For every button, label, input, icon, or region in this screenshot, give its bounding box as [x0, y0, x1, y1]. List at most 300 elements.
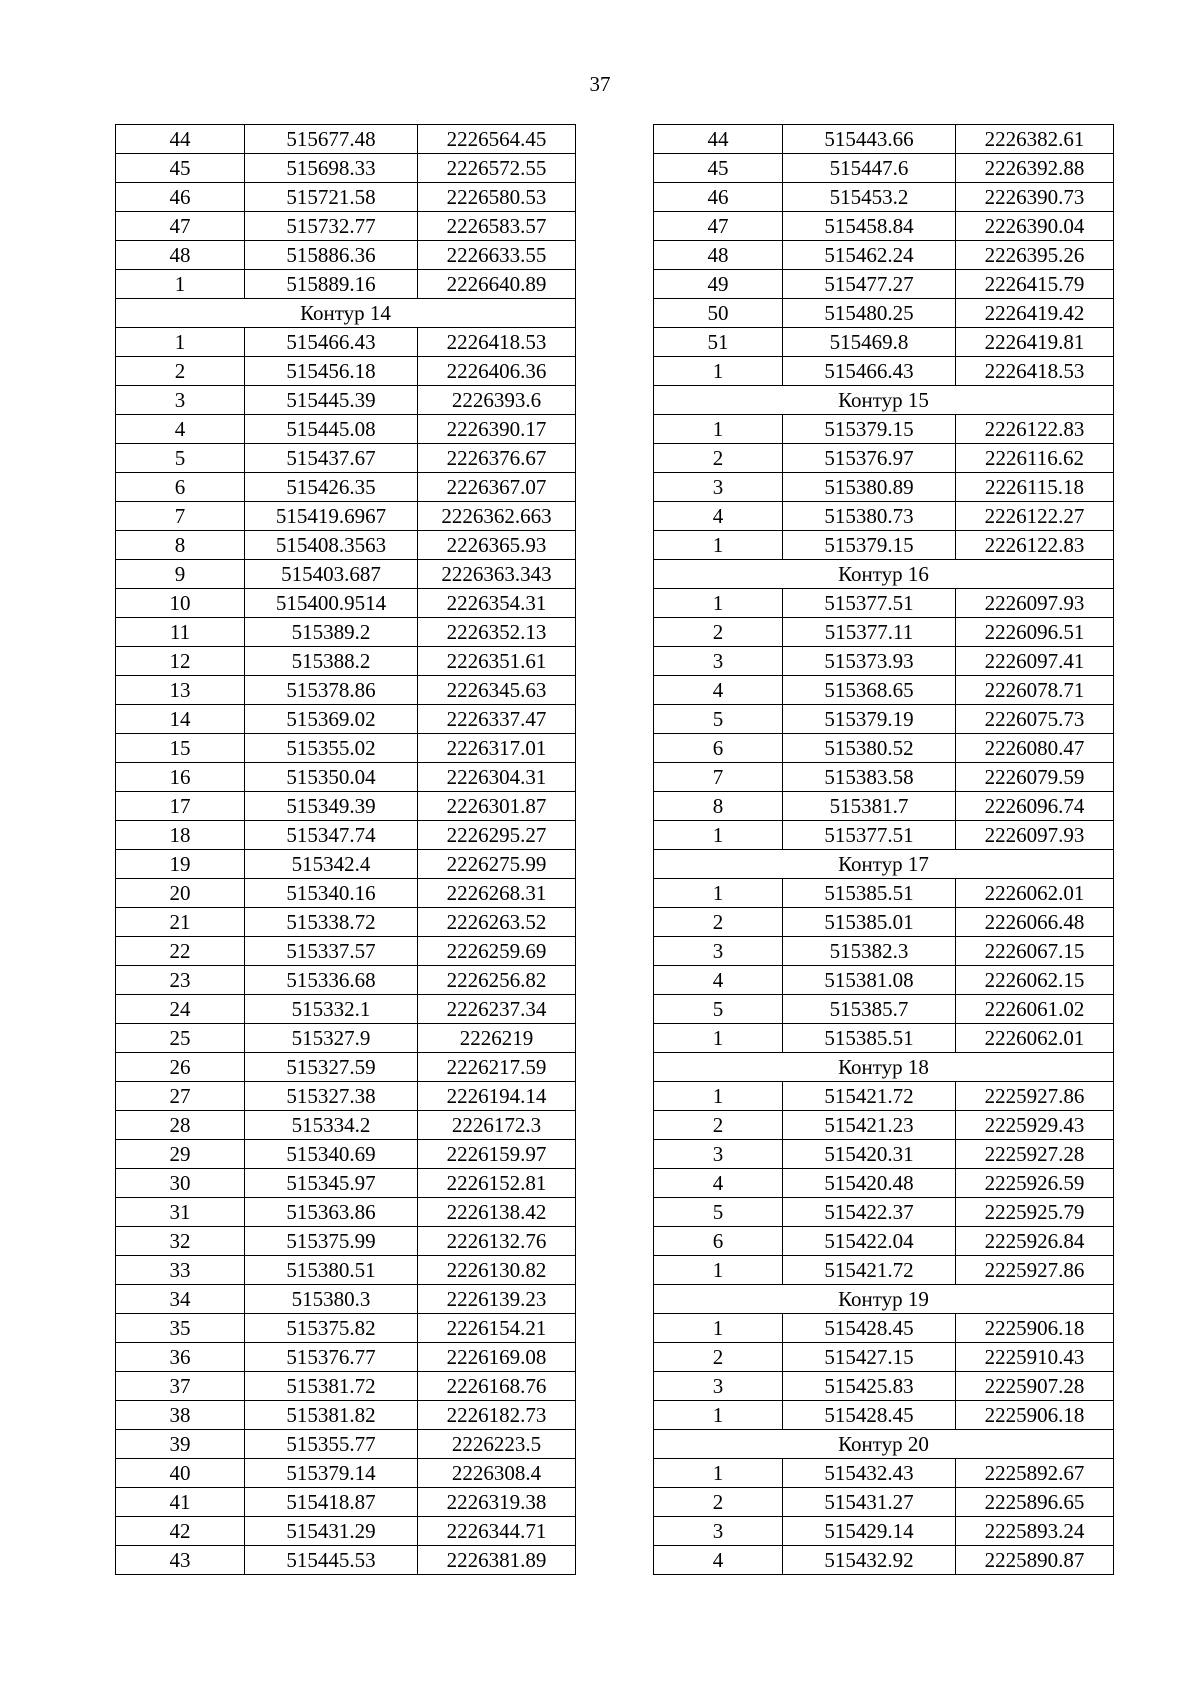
point-number-cell: 36 [116, 1343, 245, 1372]
x-coordinate-cell: 515408.3563 [245, 531, 418, 560]
x-coordinate-cell: 515369.02 [245, 705, 418, 734]
point-number-cell: 26 [116, 1053, 245, 1082]
y-coordinate-cell: 2226419.42 [956, 299, 1114, 328]
x-coordinate-cell: 515373.93 [783, 647, 956, 676]
page-number: 37 [589, 72, 611, 96]
point-number-cell: 4 [654, 1169, 783, 1198]
table-row [654, 473, 1114, 502]
table-row [116, 821, 576, 850]
point-number-cell: 13 [116, 676, 245, 705]
x-coordinate-cell: 515368.65 [783, 676, 956, 705]
y-coordinate-cell: 2225896.65 [956, 1488, 1114, 1517]
table-row [116, 1459, 576, 1488]
table-row [654, 1546, 1114, 1575]
point-number-cell: 39 [116, 1430, 245, 1459]
y-coordinate-cell: 2226122.83 [956, 531, 1114, 560]
table-row [654, 241, 1114, 270]
coordinates-table-left [115, 124, 576, 1575]
table-row [654, 676, 1114, 705]
y-coordinate-cell: 2226390.17 [418, 415, 576, 444]
x-coordinate-cell: 515421.23 [783, 1111, 956, 1140]
y-coordinate-cell: 2226295.27 [418, 821, 576, 850]
table-row [654, 734, 1114, 763]
point-number-cell: 4 [654, 676, 783, 705]
table-row [654, 1169, 1114, 1198]
y-coordinate-cell: 2226301.87 [418, 792, 576, 821]
x-coordinate-cell: 515445.53 [245, 1546, 418, 1575]
x-coordinate-cell: 515432.92 [783, 1546, 956, 1575]
contour-header-row [654, 1430, 1114, 1459]
y-coordinate-cell: 2226418.53 [418, 328, 576, 357]
point-number-cell: 10 [116, 589, 245, 618]
table-row [116, 212, 576, 241]
x-coordinate-cell: 515419.6967 [245, 502, 418, 531]
x-coordinate-cell: 515340.16 [245, 879, 418, 908]
y-coordinate-cell: 2226217.59 [418, 1053, 576, 1082]
x-coordinate-cell: 515383.58 [783, 763, 956, 792]
table-row [116, 1488, 576, 1517]
table-row [654, 299, 1114, 328]
y-coordinate-cell: 2226067.15 [956, 937, 1114, 966]
x-coordinate-cell: 515347.74 [245, 821, 418, 850]
contour-title: Контур 15 [654, 386, 1114, 415]
y-coordinate-cell: 2225927.86 [956, 1256, 1114, 1285]
table-row [116, 531, 576, 560]
x-coordinate-cell: 515421.72 [783, 1256, 956, 1285]
table-row [116, 1256, 576, 1285]
x-coordinate-cell: 515380.89 [783, 473, 956, 502]
x-coordinate-cell: 515886.36 [245, 241, 418, 270]
y-coordinate-cell: 2226116.62 [956, 444, 1114, 473]
y-coordinate-cell: 2226062.15 [956, 966, 1114, 995]
point-number-cell: 1 [116, 270, 245, 299]
point-number-cell: 5 [654, 995, 783, 1024]
table-row [116, 154, 576, 183]
table-row [654, 763, 1114, 792]
table-row [654, 125, 1114, 154]
x-coordinate-cell: 515377.51 [783, 589, 956, 618]
point-number-cell: 4 [654, 966, 783, 995]
table-row [116, 1430, 576, 1459]
x-coordinate-cell: 515385.51 [783, 879, 956, 908]
y-coordinate-cell: 2225893.24 [956, 1517, 1114, 1546]
table-row [654, 212, 1114, 241]
contour-header-row [654, 1285, 1114, 1314]
y-coordinate-cell: 2226080.47 [956, 734, 1114, 763]
point-number-cell: 17 [116, 792, 245, 821]
x-coordinate-cell: 515466.43 [783, 357, 956, 386]
x-coordinate-cell: 515337.57 [245, 937, 418, 966]
point-number-cell: 37 [116, 1372, 245, 1401]
y-coordinate-cell: 2226381.89 [418, 1546, 576, 1575]
y-coordinate-cell: 2226415.79 [956, 270, 1114, 299]
y-coordinate-cell: 2226194.14 [418, 1082, 576, 1111]
y-coordinate-cell: 2226062.01 [956, 879, 1114, 908]
point-number-cell: 21 [116, 908, 245, 937]
y-coordinate-cell: 2226392.88 [956, 154, 1114, 183]
x-coordinate-cell: 515418.87 [245, 1488, 418, 1517]
y-coordinate-cell: 2226078.71 [956, 676, 1114, 705]
point-number-cell: 29 [116, 1140, 245, 1169]
y-coordinate-cell: 2225892.67 [956, 1459, 1114, 1488]
y-coordinate-cell: 2226256.82 [418, 966, 576, 995]
table-row [116, 676, 576, 705]
y-coordinate-cell: 2225927.86 [956, 1082, 1114, 1111]
y-coordinate-cell: 2226363.343 [418, 560, 576, 589]
x-coordinate-cell: 515453.2 [783, 183, 956, 212]
table-row [116, 1111, 576, 1140]
y-coordinate-cell: 2226418.53 [956, 357, 1114, 386]
table-row [116, 1285, 576, 1314]
table-row [654, 1140, 1114, 1169]
y-coordinate-cell: 2226367.07 [418, 473, 576, 502]
x-coordinate-cell: 515428.45 [783, 1401, 956, 1430]
point-number-cell: 4 [116, 415, 245, 444]
point-number-cell: 1 [654, 589, 783, 618]
x-coordinate-cell: 515355.77 [245, 1430, 418, 1459]
y-coordinate-cell: 2225927.28 [956, 1140, 1114, 1169]
point-number-cell: 44 [654, 125, 783, 154]
x-coordinate-cell: 515480.25 [783, 299, 956, 328]
point-number-cell: 2 [654, 908, 783, 937]
table-row [116, 734, 576, 763]
x-coordinate-cell: 515381.7 [783, 792, 956, 821]
table-row [654, 1111, 1114, 1140]
contour-header-row [654, 560, 1114, 589]
x-coordinate-cell: 515698.33 [245, 154, 418, 183]
y-coordinate-cell: 2226223.5 [418, 1430, 576, 1459]
table-row [116, 1517, 576, 1546]
table-row [654, 1198, 1114, 1227]
table-row [654, 183, 1114, 212]
point-number-cell: 32 [116, 1227, 245, 1256]
point-number-cell: 47 [654, 212, 783, 241]
point-number-cell: 15 [116, 734, 245, 763]
point-number-cell: 2 [654, 618, 783, 647]
contour-title: Контур 17 [654, 850, 1114, 879]
y-coordinate-cell: 2226237.34 [418, 995, 576, 1024]
x-coordinate-cell: 515380.51 [245, 1256, 418, 1285]
table-row [654, 1227, 1114, 1256]
x-coordinate-cell: 515338.72 [245, 908, 418, 937]
table-row [116, 1053, 576, 1082]
point-number-cell: 6 [654, 1227, 783, 1256]
point-number-cell: 33 [116, 1256, 245, 1285]
x-coordinate-cell: 515721.58 [245, 183, 418, 212]
x-coordinate-cell: 515432.43 [783, 1459, 956, 1488]
y-coordinate-cell: 2225925.79 [956, 1198, 1114, 1227]
point-number-cell: 3 [654, 1372, 783, 1401]
y-coordinate-cell: 2226097.93 [956, 589, 1114, 618]
table-row [116, 1343, 576, 1372]
point-number-cell: 4 [654, 1546, 783, 1575]
table-row [116, 1372, 576, 1401]
point-number-cell: 5 [654, 1198, 783, 1227]
x-coordinate-cell: 515388.2 [245, 647, 418, 676]
point-number-cell: 49 [654, 270, 783, 299]
table-row [654, 1517, 1114, 1546]
point-number-cell: 19 [116, 850, 245, 879]
x-coordinate-cell: 515376.97 [783, 444, 956, 473]
x-coordinate-cell: 515375.99 [245, 1227, 418, 1256]
x-coordinate-cell: 515445.08 [245, 415, 418, 444]
y-coordinate-cell: 2226130.82 [418, 1256, 576, 1285]
y-coordinate-cell: 2226075.73 [956, 705, 1114, 734]
point-number-cell: 1 [654, 1082, 783, 1111]
y-coordinate-cell: 2226122.83 [956, 415, 1114, 444]
x-coordinate-cell: 515428.45 [783, 1314, 956, 1343]
y-coordinate-cell: 2225906.18 [956, 1314, 1114, 1343]
table-row [654, 589, 1114, 618]
x-coordinate-cell: 515380.52 [783, 734, 956, 763]
table-row [116, 1401, 576, 1430]
x-coordinate-cell: 515355.02 [245, 734, 418, 763]
point-number-cell: 46 [116, 183, 245, 212]
table-row [116, 473, 576, 502]
x-coordinate-cell: 515445.39 [245, 386, 418, 415]
contour-title: Контур 19 [654, 1285, 1114, 1314]
table-row [116, 850, 576, 879]
point-number-cell: 47 [116, 212, 245, 241]
x-coordinate-cell: 515350.04 [245, 763, 418, 792]
x-coordinate-cell: 515379.15 [783, 415, 956, 444]
table-row [654, 1256, 1114, 1285]
table-row [116, 966, 576, 995]
x-coordinate-cell: 515429.14 [783, 1517, 956, 1546]
table-row [116, 560, 576, 589]
y-coordinate-cell: 2226096.74 [956, 792, 1114, 821]
point-number-cell: 3 [654, 1140, 783, 1169]
contour-header-row [654, 850, 1114, 879]
y-coordinate-cell: 2226351.61 [418, 647, 576, 676]
x-coordinate-cell: 515422.37 [783, 1198, 956, 1227]
y-coordinate-cell: 2226344.71 [418, 1517, 576, 1546]
point-number-cell: 9 [116, 560, 245, 589]
table-row [654, 154, 1114, 183]
point-number-cell: 46 [654, 183, 783, 212]
point-number-cell: 2 [116, 357, 245, 386]
point-number-cell: 24 [116, 995, 245, 1024]
x-coordinate-cell: 515377.11 [783, 618, 956, 647]
point-number-cell: 48 [654, 241, 783, 270]
point-number-cell: 1 [654, 821, 783, 850]
y-coordinate-cell: 2226564.45 [418, 125, 576, 154]
table-row [116, 1546, 576, 1575]
x-coordinate-cell: 515431.27 [783, 1488, 956, 1517]
x-coordinate-cell: 515381.08 [783, 966, 956, 995]
point-number-cell: 7 [654, 763, 783, 792]
y-coordinate-cell: 2226062.01 [956, 1024, 1114, 1053]
table-row [654, 415, 1114, 444]
y-coordinate-cell: 2226132.76 [418, 1227, 576, 1256]
point-number-cell: 7 [116, 502, 245, 531]
point-number-cell: 6 [654, 734, 783, 763]
y-coordinate-cell: 2225929.43 [956, 1111, 1114, 1140]
contour-header-row [116, 299, 576, 328]
x-coordinate-cell: 515363.86 [245, 1198, 418, 1227]
point-number-cell: 11 [116, 618, 245, 647]
y-coordinate-cell: 2226066.48 [956, 908, 1114, 937]
y-coordinate-cell: 2226337.47 [418, 705, 576, 734]
y-coordinate-cell: 2226633.55 [418, 241, 576, 270]
table-row [116, 444, 576, 473]
contour-header-row [654, 1053, 1114, 1082]
table-row [116, 1140, 576, 1169]
point-number-cell: 18 [116, 821, 245, 850]
point-number-cell: 3 [654, 1517, 783, 1546]
y-coordinate-cell: 2226097.93 [956, 821, 1114, 850]
point-number-cell: 1 [654, 1314, 783, 1343]
y-coordinate-cell: 2226580.53 [418, 183, 576, 212]
y-coordinate-cell: 2226122.27 [956, 502, 1114, 531]
table-row [654, 1372, 1114, 1401]
x-coordinate-cell: 515385.7 [783, 995, 956, 1024]
table-row [654, 328, 1114, 357]
point-number-cell: 1 [654, 1459, 783, 1488]
point-number-cell: 1 [116, 328, 245, 357]
table-row [654, 1314, 1114, 1343]
table-row [116, 1198, 576, 1227]
point-number-cell: 4 [654, 502, 783, 531]
coordinates-table-right [653, 124, 1114, 1575]
x-coordinate-cell: 515327.38 [245, 1082, 418, 1111]
point-number-cell: 1 [654, 415, 783, 444]
y-coordinate-cell: 2225906.18 [956, 1401, 1114, 1430]
point-number-cell: 2 [654, 1343, 783, 1372]
x-coordinate-cell: 515456.18 [245, 357, 418, 386]
table-row [654, 1343, 1114, 1372]
table-row [116, 763, 576, 792]
table-row [654, 647, 1114, 676]
point-number-cell: 2 [654, 444, 783, 473]
table-row [116, 125, 576, 154]
table-row [654, 937, 1114, 966]
y-coordinate-cell: 2226139.23 [418, 1285, 576, 1314]
table-row [654, 792, 1114, 821]
x-coordinate-cell: 515340.69 [245, 1140, 418, 1169]
x-coordinate-cell: 515379.14 [245, 1459, 418, 1488]
point-number-cell: 38 [116, 1401, 245, 1430]
x-coordinate-cell: 515377.51 [783, 821, 956, 850]
y-coordinate-cell: 2226154.21 [418, 1314, 576, 1343]
point-number-cell: 6 [116, 473, 245, 502]
x-coordinate-cell: 515427.15 [783, 1343, 956, 1372]
y-coordinate-cell: 2225926.84 [956, 1227, 1114, 1256]
point-number-cell: 1 [654, 1401, 783, 1430]
table-row [116, 241, 576, 270]
table-row [116, 792, 576, 821]
point-number-cell: 22 [116, 937, 245, 966]
x-coordinate-cell: 515426.35 [245, 473, 418, 502]
x-coordinate-cell: 515421.72 [783, 1082, 956, 1111]
table-row [116, 647, 576, 676]
x-coordinate-cell: 515443.66 [783, 125, 956, 154]
table-row [654, 705, 1114, 734]
table-row [654, 502, 1114, 531]
x-coordinate-cell: 515462.24 [783, 241, 956, 270]
y-coordinate-cell: 2225890.87 [956, 1546, 1114, 1575]
x-coordinate-cell: 515332.1 [245, 995, 418, 1024]
point-number-cell: 16 [116, 763, 245, 792]
x-coordinate-cell: 515385.01 [783, 908, 956, 937]
x-coordinate-cell: 515437.67 [245, 444, 418, 473]
table-row [654, 618, 1114, 647]
table-row [116, 183, 576, 212]
x-coordinate-cell: 515458.84 [783, 212, 956, 241]
y-coordinate-cell: 2226138.42 [418, 1198, 576, 1227]
x-coordinate-cell: 515336.68 [245, 966, 418, 995]
point-number-cell: 28 [116, 1111, 245, 1140]
y-coordinate-cell: 2226352.13 [418, 618, 576, 647]
y-coordinate-cell: 2226362.663 [418, 502, 576, 531]
point-number-cell: 1 [654, 357, 783, 386]
point-number-cell: 1 [654, 1256, 783, 1285]
table-row [116, 1024, 576, 1053]
point-number-cell: 45 [654, 154, 783, 183]
x-coordinate-cell: 515381.72 [245, 1372, 418, 1401]
point-number-cell: 35 [116, 1314, 245, 1343]
table-row [654, 1082, 1114, 1111]
point-number-cell: 3 [654, 647, 783, 676]
x-coordinate-cell: 515381.82 [245, 1401, 418, 1430]
y-coordinate-cell: 2225910.43 [956, 1343, 1114, 1372]
x-coordinate-cell: 515677.48 [245, 125, 418, 154]
point-number-cell: 8 [654, 792, 783, 821]
point-number-cell: 34 [116, 1285, 245, 1314]
point-number-cell: 40 [116, 1459, 245, 1488]
x-coordinate-cell: 515382.3 [783, 937, 956, 966]
y-coordinate-cell: 2226097.41 [956, 647, 1114, 676]
x-coordinate-cell: 515889.16 [245, 270, 418, 299]
point-number-cell: 50 [654, 299, 783, 328]
point-number-cell: 2 [654, 1488, 783, 1517]
table-row [654, 995, 1114, 1024]
x-coordinate-cell: 515447.6 [783, 154, 956, 183]
x-coordinate-cell: 515400.9514 [245, 589, 418, 618]
y-coordinate-cell: 2226354.31 [418, 589, 576, 618]
x-coordinate-cell: 515732.77 [245, 212, 418, 241]
table-row [654, 270, 1114, 299]
table-row [654, 1024, 1114, 1053]
table-row [116, 270, 576, 299]
y-coordinate-cell: 2226376.67 [418, 444, 576, 473]
point-number-cell: 3 [654, 473, 783, 502]
y-coordinate-cell: 2226640.89 [418, 270, 576, 299]
x-coordinate-cell: 515379.15 [783, 531, 956, 560]
table-row [654, 357, 1114, 386]
x-coordinate-cell: 515420.48 [783, 1169, 956, 1198]
y-coordinate-cell: 2226406.36 [418, 357, 576, 386]
table-row [116, 502, 576, 531]
x-coordinate-cell: 515334.2 [245, 1111, 418, 1140]
y-coordinate-cell: 2226061.02 [956, 995, 1114, 1024]
point-number-cell: 3 [654, 937, 783, 966]
point-number-cell: 44 [116, 125, 245, 154]
point-number-cell: 1 [654, 531, 783, 560]
point-number-cell: 2 [654, 1111, 783, 1140]
y-coordinate-cell: 2226115.18 [956, 473, 1114, 502]
point-number-cell: 5 [116, 444, 245, 473]
point-number-cell: 31 [116, 1198, 245, 1227]
table-row [116, 1082, 576, 1111]
table-row [116, 995, 576, 1024]
y-coordinate-cell: 2226259.69 [418, 937, 576, 966]
table-row [116, 705, 576, 734]
y-coordinate-cell: 2226345.63 [418, 676, 576, 705]
table-row [116, 386, 576, 415]
y-coordinate-cell: 2226079.59 [956, 763, 1114, 792]
y-coordinate-cell: 2225907.28 [956, 1372, 1114, 1401]
